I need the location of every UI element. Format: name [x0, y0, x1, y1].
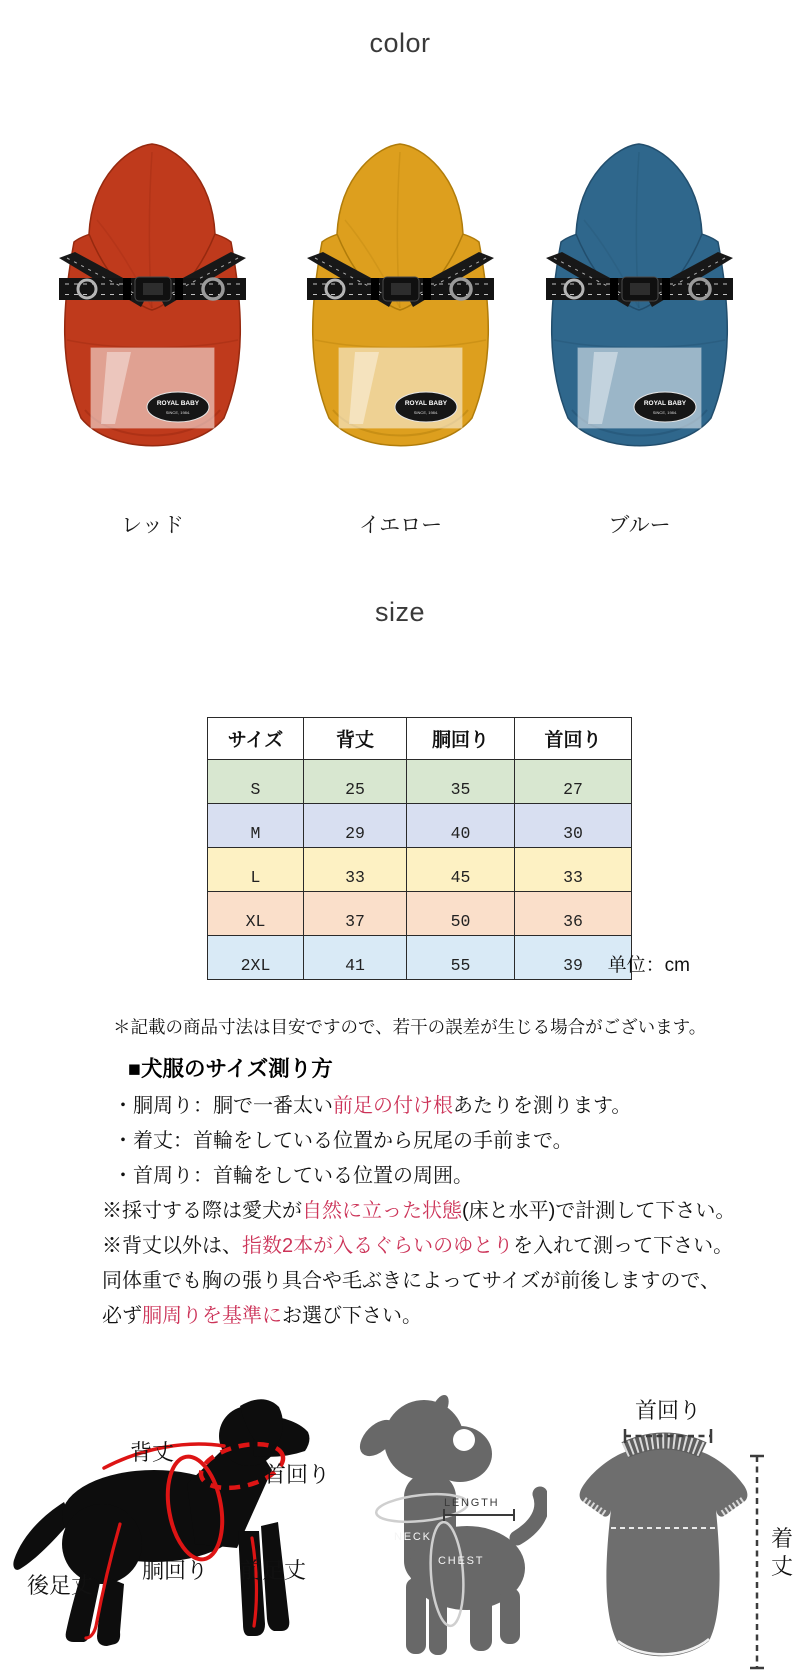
size-table-header-2: 胴回り: [407, 718, 515, 760]
note-text: ・胴周り：胴で一番太い: [113, 1095, 333, 1117]
note-highlight: 前足の付け根: [333, 1095, 453, 1117]
note-line-0: [113, 1093, 773, 1119]
back-length-label: 背丈: [130, 1440, 175, 1465]
size-table: [207, 717, 632, 980]
size-unit-note: 单位：cm: [607, 955, 690, 976]
size-table-header-1: 背丈: [304, 718, 407, 760]
clear-pocket: [578, 348, 701, 428]
front-leg-label: 前足丈: [240, 1558, 307, 1583]
size-table-cell: 29: [304, 804, 407, 848]
note-text: 同体重でも胸の張り具合や毛ぶきによってサイズが前後しますので、: [102, 1270, 720, 1292]
note-text: 必ず: [102, 1305, 142, 1327]
size-table-cell: XL: [208, 892, 304, 936]
size-section-heading: size: [374, 597, 425, 627]
svg-text:丈: 丈: [771, 1554, 794, 1579]
measurement-notes: [102, 1014, 773, 1338]
svg-text:着: 着: [771, 1526, 794, 1551]
svg-text:SINCE, 1984.: SINCE, 1984.: [413, 410, 439, 415]
neck-girth-label: 首回り: [264, 1462, 331, 1487]
note-text: お選び下さい。: [282, 1305, 422, 1327]
note-text: ※採寸する際は愛犬が: [102, 1200, 302, 1222]
shirt-length-label: [771, 1526, 793, 1579]
note-line-2: [113, 1163, 773, 1189]
coat-image-red: [35, 122, 270, 467]
color-label-red: レッド: [121, 514, 184, 537]
size-table-cell: 33: [304, 848, 407, 892]
note-text: (床と水平)で計測して下さい。: [462, 1200, 736, 1222]
body-length-measure-line: [750, 1456, 764, 1668]
note-highlight: 自然に立った状態: [302, 1200, 462, 1222]
size-table-row-M: [208, 804, 632, 848]
chest-girth-label: 胴回り: [142, 1558, 209, 1583]
color-variant-blue: [522, 122, 757, 539]
size-table-cell: 40: [407, 804, 515, 848]
size-table-cell: 39: [515, 936, 632, 980]
size-table-cell: 33: [515, 848, 632, 892]
measuring-guide-heading: ■犬服のサイズ測り方: [128, 1057, 333, 1081]
coat-image-blue: [522, 122, 757, 467]
svg-text:ROYAL BABY: ROYAL BABY: [156, 400, 200, 407]
clear-pocket: [339, 348, 462, 428]
size-table-cell: 27: [515, 760, 632, 804]
note-line-6: [102, 1303, 773, 1329]
note-text: あたりを測ります。: [453, 1095, 632, 1117]
color-variant-yellow: [283, 122, 518, 539]
size-table-row-L: [208, 848, 632, 892]
color-label-yellow: イエロー: [358, 514, 443, 537]
color-section-heading: color: [369, 28, 431, 58]
size-table-cell: 2XL: [208, 936, 304, 980]
length-label: LENGTH: [444, 1497, 500, 1509]
size-table-row-S: [208, 760, 632, 804]
dog-silhouette: [13, 1399, 309, 1646]
chest-label: CHEST: [438, 1555, 485, 1567]
neck-label: NECK: [394, 1531, 432, 1543]
note-text: ※背丈以外は、: [102, 1235, 242, 1257]
size-table-cell: L: [208, 848, 304, 892]
dog-side-measurement-diagram: [2, 1376, 332, 1680]
size-table-cell: 36: [515, 892, 632, 936]
dog-cartoon-measurement-diagram: [332, 1378, 547, 1680]
coat-image-yellow: [283, 122, 518, 467]
dog-eye: [453, 1429, 475, 1451]
note-line-3: [102, 1198, 773, 1224]
size-table-cell: 45: [407, 848, 515, 892]
svg-text:SINCE, 1984.: SINCE, 1984.: [652, 410, 678, 415]
size-table-header-3: 首回り: [515, 718, 632, 760]
note-highlight: 指数2本が入るぐらいのゆとり: [242, 1235, 514, 1257]
color-variant-red: [35, 122, 270, 539]
size-table-cell: 41: [304, 936, 407, 980]
coat-illustration-blue: [522, 122, 757, 467]
size-table-cell: 37: [304, 892, 407, 936]
note-text: を入れて測って下さい。: [513, 1235, 734, 1257]
note-text: ・着丈：首輪をしている位置から尻尾の手前まで。: [113, 1130, 573, 1152]
note-line-5: [102, 1268, 773, 1294]
shirt-neck-label: 首回り: [635, 1398, 702, 1423]
note-highlight: 胴周りを基準に: [142, 1305, 282, 1327]
size-table-header-0: サイズ: [208, 718, 304, 760]
size-table-cell: 55: [407, 936, 515, 980]
size-table-cell: 30: [515, 804, 632, 848]
measuring-guide-lines: [102, 1093, 773, 1329]
color-label-blue: ブルー: [608, 514, 671, 537]
shirt-measurement-diagram: [545, 1378, 800, 1680]
size-table-row-XL: [208, 892, 632, 936]
rear-leg-label: 後足丈: [27, 1573, 94, 1598]
size-table-cell: 25: [304, 760, 407, 804]
svg-text:SINCE, 1984.: SINCE, 1984.: [165, 410, 191, 415]
svg-text:ROYAL BABY: ROYAL BABY: [643, 400, 687, 407]
shirt-body: [580, 1442, 748, 1657]
coat-illustration-red: [35, 122, 270, 467]
coat-illustration-yellow: [283, 122, 518, 467]
note-line-1: [113, 1128, 773, 1154]
size-table-cell: 50: [407, 892, 515, 936]
clear-pocket: [91, 348, 214, 428]
size-table-cell: S: [208, 760, 304, 804]
size-table-cell: 35: [407, 760, 515, 804]
note-text: ・首周り：首輪をしている位置の周囲。: [113, 1165, 473, 1187]
note-line-4: [102, 1233, 773, 1259]
size-disclaimer: ＊記載の商品寸法は目安ですので、若干の誤差が生じる場合がございます。: [113, 1017, 707, 1037]
size-table-cell: M: [208, 804, 304, 848]
svg-text:ROYAL BABY: ROYAL BABY: [404, 400, 448, 407]
